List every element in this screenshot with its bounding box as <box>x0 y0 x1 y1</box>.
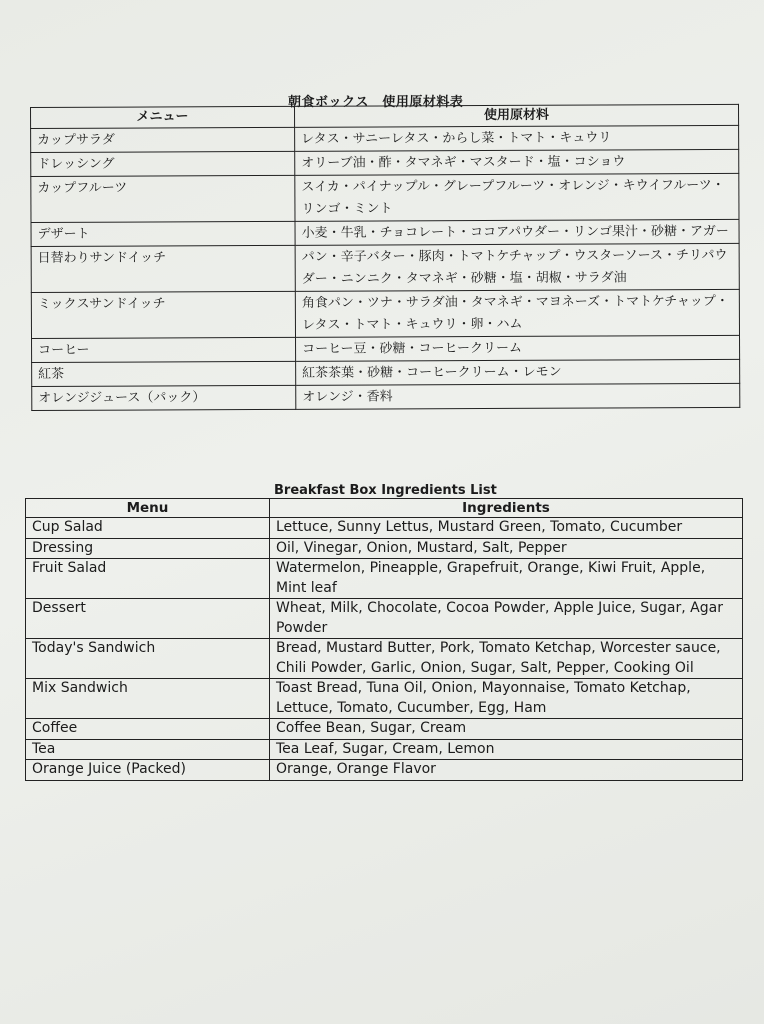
table-row <box>31 125 739 152</box>
ingredients-cell: 小麦・牛乳・チョコレート・ココアパウダー・リンゴ果汁・砂糖・アガー <box>295 219 739 245</box>
jp-ingredients-table <box>30 104 740 411</box>
table-row <box>26 760 743 781</box>
ingredients-cell: Orange, Orange Flavor <box>270 760 743 781</box>
menu-cell: Fruit Salad <box>26 559 270 599</box>
ingredients-cell: Tea Leaf, Sugar, Cream, Lemon <box>270 739 743 760</box>
ingredients-cell: 紅茶茶葉・砂糖・コーヒークリーム・レモン <box>296 359 740 385</box>
ingredients-cell: Wheat, Milk, Chocolate, Cocoa Powder, Apple Juice, Sugar, Agar Powder <box>270 599 743 639</box>
ingredients-cell: Toast Bread, Tuna Oil, Onion, Mayonnaise, Tomato Ketchap, Lettuce, Tomato, Cucumber, Egg, Ham <box>270 679 743 719</box>
table-row <box>32 383 740 410</box>
menu-cell: Mix Sandwich <box>26 679 270 719</box>
ingredients-cell: レタス・サニーレタス・からし菜・トマト・キュウリ <box>295 125 739 151</box>
menu-cell: カップフルーツ <box>31 175 295 222</box>
menu-cell: オレンジジュース（パック） <box>32 385 296 410</box>
menu-cell: Tea <box>26 739 270 760</box>
menu-cell: 紅茶 <box>32 361 296 386</box>
table-row <box>26 719 743 740</box>
table-row <box>32 359 740 386</box>
menu-cell: Orange Juice (Packed) <box>26 760 270 781</box>
menu-column-header: メニュー <box>31 106 295 128</box>
menu-cell: Today's Sandwich <box>26 639 270 679</box>
table-row <box>26 599 743 639</box>
table-row <box>26 679 743 719</box>
ingredients-cell: コーヒー豆・砂糖・コーヒークリーム <box>296 335 740 361</box>
menu-cell: デザート <box>31 221 295 246</box>
table-row <box>26 639 743 679</box>
table-row <box>26 739 743 760</box>
ingredients-cell: オリーブ油・酢・タマネギ・マスタード・塩・コショウ <box>295 149 739 175</box>
table-row <box>26 518 743 539</box>
ingredients-cell: Lettuce, Sunny Lettus, Mustard Green, Tomato, Cucumber <box>270 518 743 539</box>
menu-cell: コーヒー <box>32 337 296 362</box>
table-row <box>31 219 739 246</box>
ingredients-cell: Watermelon, Pineapple, Grapefruit, Orange, Kiwi Fruit, Apple, Mint leaf <box>270 559 743 599</box>
table-row <box>26 559 743 599</box>
ingredients-cell: 角食パン・ツナ・サラダ油・タマネギ・マヨネーズ・トマトケチャップ・レタス・トマト・キュウリ・卵・ハム <box>295 289 739 337</box>
ingredients-cell: オレンジ・香料 <box>296 383 740 409</box>
ingredients-cell: Coffee Bean, Sugar, Cream <box>270 719 743 740</box>
menu-cell: Cup Salad <box>26 518 270 539</box>
menu-column-header: Menu <box>26 499 270 518</box>
ingredients-column-header: Ingredients <box>270 499 743 518</box>
jp-table-title: 朝食ボックス 使用原材料表 <box>288 95 464 110</box>
table-row <box>31 149 739 176</box>
ingredients-cell: スイカ・パイナップル・グレープフルーツ・オレンジ・キウイフルーツ・リンゴ・ミント <box>295 173 739 221</box>
menu-cell: Dessert <box>26 599 270 639</box>
ingredients-column-header: 使用原材料 <box>294 104 738 127</box>
table-row <box>31 289 739 338</box>
menu-cell: ミックスサンドイッチ <box>31 291 295 338</box>
table-row <box>32 335 740 362</box>
menu-cell: 日替わりサンドイッチ <box>31 245 295 292</box>
table-row <box>31 243 739 292</box>
menu-cell: Coffee <box>26 719 270 740</box>
ingredients-cell: Oil, Vinegar, Onion, Mustard, Salt, Pepper <box>270 538 743 559</box>
ingredients-cell: Bread, Mustard Butter, Pork, Tomato Ketchap, Worcester sauce, Chili Powder, Garlic, Onion, Sugar, Salt, Pepper, Cooking Oil <box>270 639 743 679</box>
menu-cell: Dressing <box>26 538 270 559</box>
en-ingredients-table <box>25 498 743 781</box>
menu-cell: カップサラダ <box>31 127 295 152</box>
ingredients-cell: パン・辛子バター・豚肉・トマトケチャップ・ウスターソース・チリパウダー・ニンニク・タマネギ・砂糖・塩・胡椒・サラダ油 <box>295 243 739 291</box>
en-table-title: Breakfast Box Ingredients List <box>274 483 497 498</box>
table-row <box>26 538 743 559</box>
table-row <box>31 173 739 222</box>
menu-cell: ドレッシング <box>31 151 295 176</box>
table-header-row <box>26 499 743 518</box>
